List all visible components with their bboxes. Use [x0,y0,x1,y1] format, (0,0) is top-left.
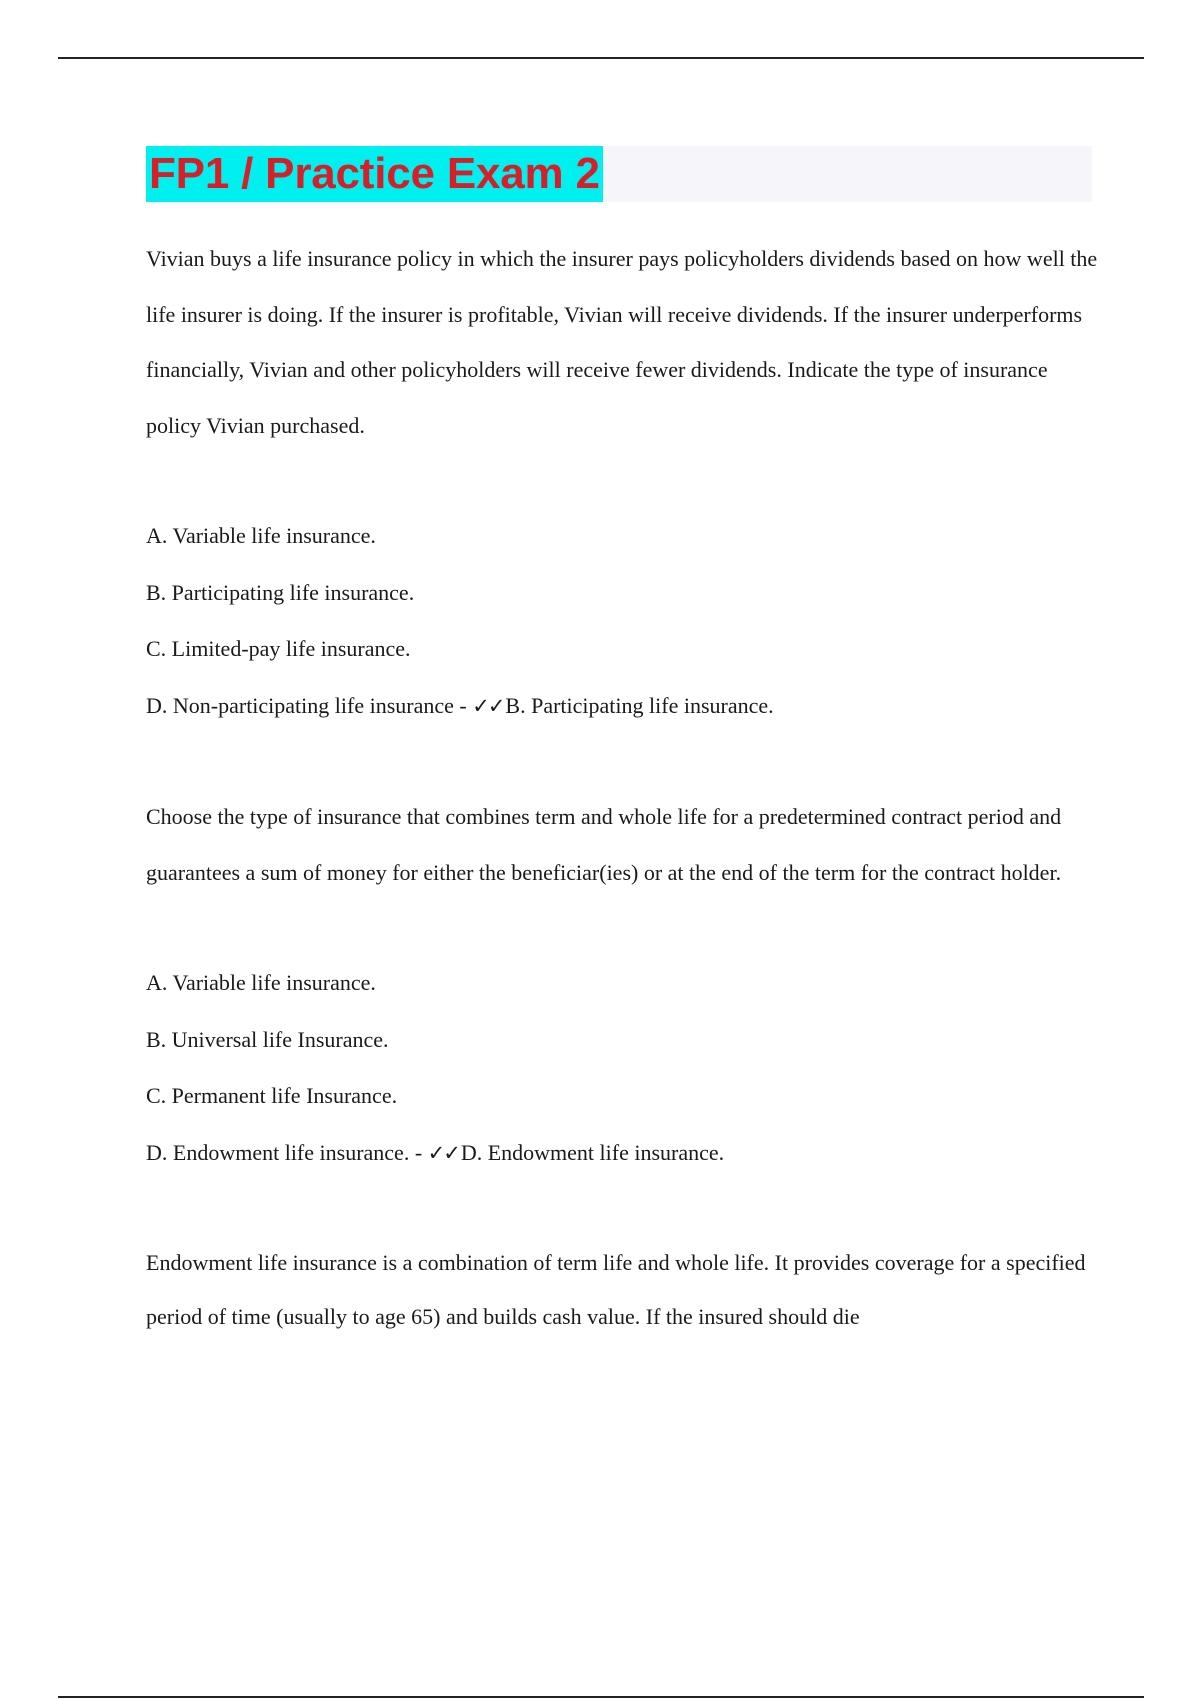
footer-rule [58,1696,1144,1698]
question-1-option-b: B. Participating life insurance. [146,579,415,605]
question-2-option-d-with-answer [146,1125,1106,1182]
check-mark-icon: ✓✓ [472,693,504,718]
check-mark-icon: ✓✓ [427,1140,459,1165]
question-2-option-b: B. Universal life Insurance. [146,1026,389,1052]
question-2-answer: D. Endowment life insurance. [460,1139,725,1165]
question-2-prompt: Choose the type of insurance that combines term and whole life for a predetermined contract period and guarantees a sum of money for either the beneficiar(ies) or at the end of the term for the contract holder. [146,804,1062,885]
question-1-option-c: C. Limited-pay life insurance. [146,636,411,661]
question-1-option-a: A. Variable life insurance. [146,523,376,548]
question-1-option-d-with-answer [146,678,1106,735]
question-1 [146,231,1106,734]
question-1-answer: B. Participating life insurance. [505,692,774,718]
question-1-prompt: Vivian buys a life insurance policy in which the insurer pays policyholders dividends based on how well the life insurer is doing. If the insurer is profitable, Vivian will receive dividends. If the insurer underperforms financially, Vivian and other policyholders will receive fewer dividends. Indicate the type of insurance policy Vivian purchased. [146,246,1098,438]
question-2 [146,789,1106,1181]
header-rule [58,57,1144,59]
document-body [146,248,1106,1344]
question-2-option-d: D. Endowment life insurance. - [146,1139,423,1165]
page-title: FP1 / Practice Exam 2 [149,149,600,198]
question-2-option-c: C. Permanent life Insurance. [146,1083,398,1108]
question-1-option-d: D. Non-participating life insurance - [146,692,467,718]
title-highlight [146,146,603,202]
answer-explanation: Endowment life insurance is a combination of term life and whole life. It provides coverage for a specified period of time (usually to age 65) and builds cash value. If the insured should die [146,1250,1086,1329]
question-2-option-a: A. Variable life insurance. [146,970,376,995]
